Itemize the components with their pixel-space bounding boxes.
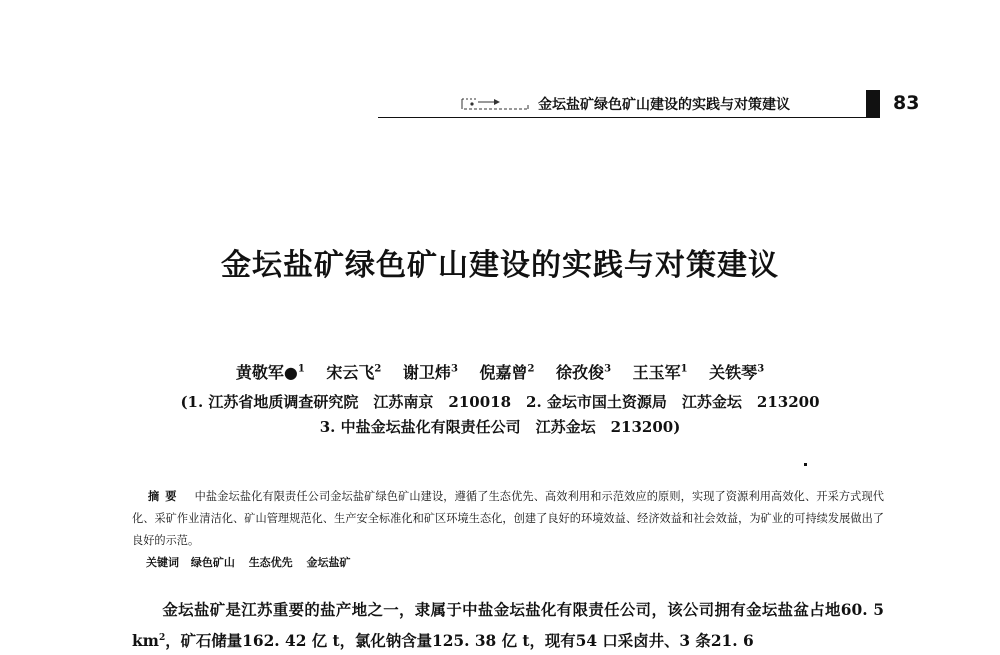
author-affiliation-number: 2 <box>374 363 382 375</box>
author <box>326 363 381 382</box>
keywords-label: 关键词 <box>146 556 179 569</box>
keyword: 金坛盐矿 <box>306 556 351 569</box>
print-speck <box>804 463 807 466</box>
body-text-part-1: 金坛盐矿是江苏重要的盐产地之一，隶属于中盐金坛盐化有限责任公司，该公司拥有金坛盐盆占地60. 5 km <box>132 601 884 651</box>
affiliations-line-1: (1. 江苏省地质调查研究院 江苏南京 210018 2. 金坛市国土资源局 江苏金坛 213200 <box>180 393 820 411</box>
author-name: 徐孜俊 <box>556 363 605 382</box>
header-marker-block <box>866 90 880 118</box>
abstract-text: 中盐金坛盐化有限责任公司金坛盐矿绿色矿山建设，遵循了生态优先、高效利用和示范效应的原则，实现了资源利用高效化、开采方式现代化、采矿作业清洁化、矿山管理规范化、生产安全标准化和矿区环境生态化，创建了良好的环境效益、经济效益和社会效益，为矿业的可持续发展做出了良好的示范。 <box>132 490 884 547</box>
author-name: 黄敬军 <box>235 363 284 382</box>
keyword: 生态优先 <box>248 556 293 569</box>
author-name: 王玉军 <box>632 363 681 382</box>
author-name: 谢卫炜 <box>402 363 451 382</box>
affiliations-line-2: 3. 中盐金坛盐化有限责任公司 江苏金坛 213200) <box>319 418 681 436</box>
running-header <box>378 88 938 120</box>
author <box>236 363 305 382</box>
header-ornament-icon <box>460 97 530 111</box>
keywords <box>146 554 361 570</box>
author-affiliation-number: 3 <box>450 363 458 375</box>
author-affiliation-number: 3 <box>604 363 612 375</box>
body-paragraph <box>132 596 884 655</box>
author <box>556 363 611 382</box>
author-list <box>0 360 1000 383</box>
author-affiliation-number: 2 <box>527 363 535 375</box>
author-name: 宋云飞 <box>326 363 375 382</box>
author <box>479 363 534 382</box>
article-title: 金坛盐矿绿色矿山建设的实践与对策建议 <box>221 248 779 283</box>
author-name: 倪嘉曾 <box>479 363 528 382</box>
body-text-part-2: ，矿石储量162. 42 亿 t，氯化钠含量125. 38 亿 t，现有54 口采卤井、3 条21. 6 <box>165 632 754 651</box>
abstract <box>132 486 884 552</box>
header-rule <box>378 117 866 118</box>
keyword: 绿色矿山 <box>190 556 235 569</box>
author-name: 关铁琴 <box>709 363 758 382</box>
author <box>709 363 764 382</box>
page-number: 83 <box>893 92 920 114</box>
author <box>633 363 688 382</box>
author-affiliation-number: 1 <box>297 363 305 375</box>
author-affiliation-number: 1 <box>680 363 688 375</box>
author <box>403 363 458 382</box>
running-header-title: 金坛盐矿绿色矿山建设的实践与对策建议 <box>538 97 790 113</box>
corresponding-author-mark: ● <box>283 363 298 382</box>
abstract-label: 摘要 <box>148 490 183 503</box>
author-affiliation-number: 3 <box>757 363 765 375</box>
area-unit-superscript: 2 <box>158 633 166 643</box>
